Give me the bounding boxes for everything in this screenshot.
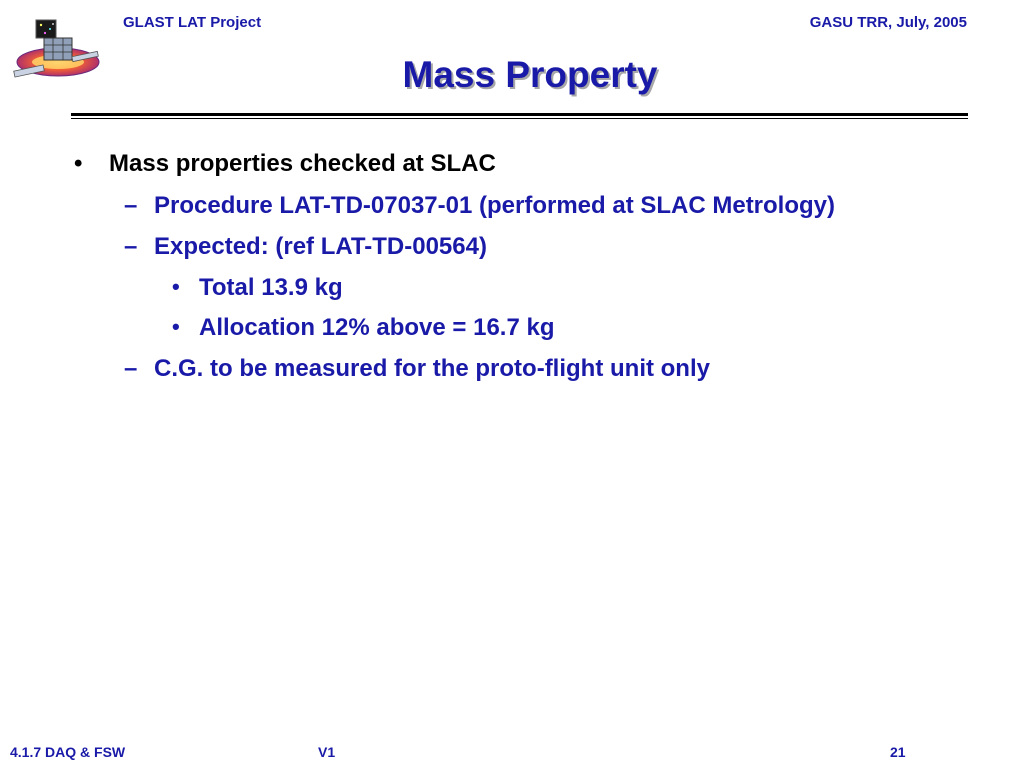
title-divider	[71, 113, 968, 116]
header-project: GLAST LAT Project	[123, 14, 262, 31]
dash-marker: –	[124, 192, 138, 219]
title-divider-thin	[71, 118, 968, 119]
footer-version: V1	[318, 744, 336, 760]
bullet-marker: •	[172, 314, 180, 339]
sub-sub-item-total: Total 13.9 kg	[199, 274, 343, 301]
footer-section: 4.1.7 DAQ & FSW	[10, 744, 126, 760]
sub-item-cg: C.G. to be measured for the proto-flight unit only	[154, 355, 710, 382]
slide-title: Mass Property	[402, 54, 658, 95]
bullet-item-mass-properties: Mass properties checked at SLAC	[109, 150, 496, 177]
bullet-marker: •	[172, 274, 180, 299]
footer-page-number: 21	[890, 744, 906, 760]
bullet-marker: •	[74, 150, 83, 177]
dash-marker: –	[124, 355, 138, 382]
sub-sub-item-allocation: Allocation 12% above = 16.7 kg	[199, 314, 555, 341]
header-event: GASU TRR, July, 2005	[809, 14, 967, 31]
dash-marker: –	[124, 233, 138, 260]
sub-item-expected: Expected: (ref LAT-TD-00564)	[154, 233, 487, 260]
sub-item-procedure: Procedure LAT-TD-07037-01 (performed at SLAC Metrology)	[154, 192, 836, 219]
